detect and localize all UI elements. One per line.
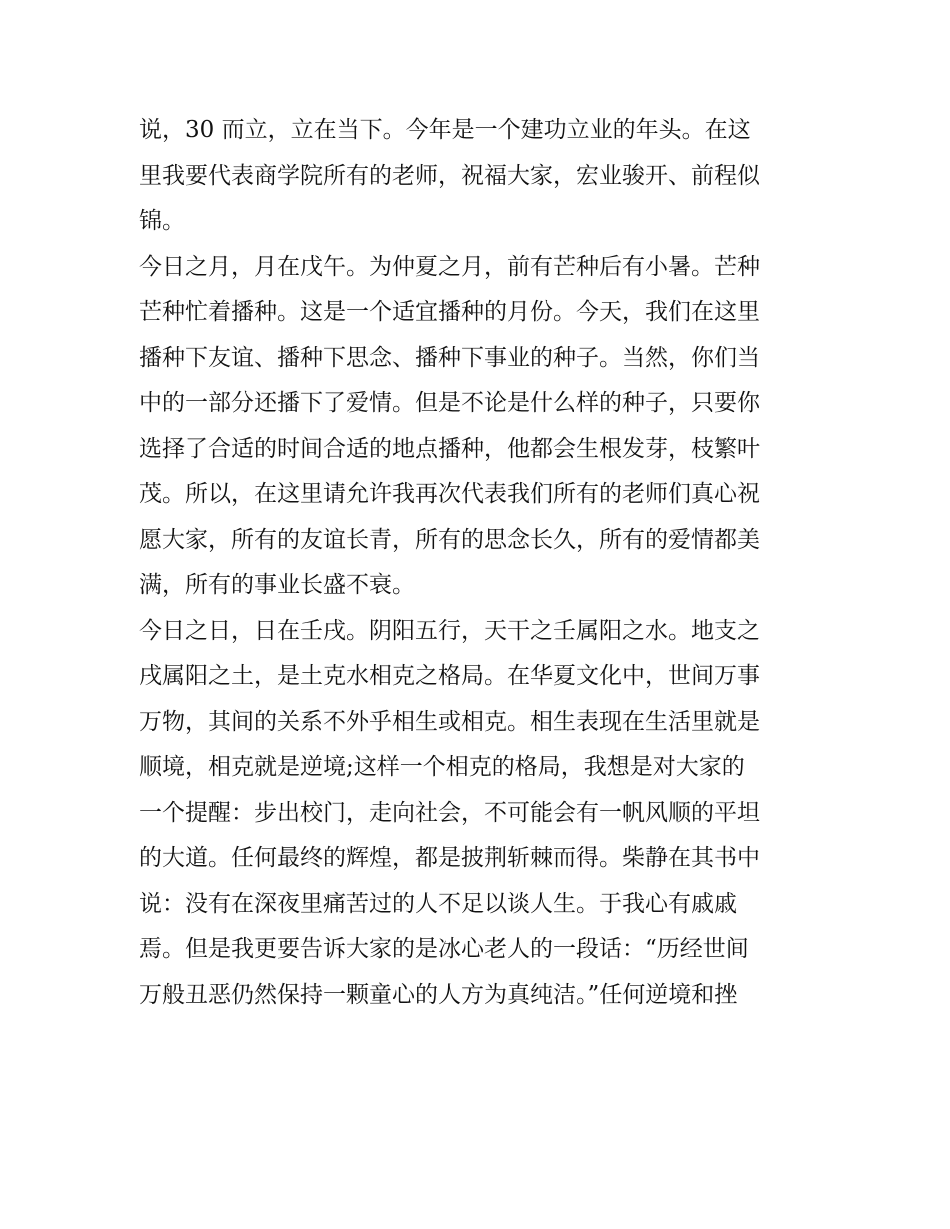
text-line: 今日之日，日在壬戌。阴阳五行，天干之壬属阳之水。地支之 (139, 617, 760, 644)
text-line: 万般丑恶仍然保持一颗童心的人方为真纯洁。”任何逆境和挫 (139, 981, 738, 1008)
text-line: 愿大家，所有的友谊长青，所有的思念长久，所有的爱情都美 (139, 526, 760, 553)
text-line: 顺境，相克就是逆境;这样一个相克的格局，我想是对大家的 (139, 754, 745, 780)
text-line: 的大道。任何最终的辉煌，都是披荆斩棘而得。柴静在其书中 (139, 845, 760, 871)
text-line: 茂。所以，在这里请允许我再次代表我们所有的老师们真心祝 (139, 481, 760, 507)
text-line: 说，30 而立，立在当下。今年是一个建功立业的年头。在这 (139, 117, 751, 143)
text-line: 今日之月，月在戊午。为仲夏之月，前有芒种后有小暑。芒种 (139, 253, 760, 280)
text-line: 播种下友谊、播种下思念、播种下事业的种子。当然，你们当 (139, 344, 760, 371)
text-line: 焉。但是我更要告诉大家的是冰心老人的一段话：“历经世间 (139, 936, 749, 962)
text-line: 一个提醒：步出校门，走向社会，不可能会有一帆风顺的平坦 (139, 799, 760, 826)
text-line: 里我要代表商学院所有的老师，祝福大家，宏业骏开、前程似 (139, 162, 760, 189)
text-line: 万物，其间的关系不外乎相生或相克。相生表现在生活里就是 (139, 708, 760, 735)
text-line: 中的一部分还播下了爱情。但是不论是什么样的种子，只要你 (139, 390, 760, 416)
text-line: 锦。 (139, 208, 185, 234)
body-text (139, 108, 815, 1018)
text-line: 满，所有的事业长盛不衰。 (139, 572, 415, 598)
text-line: 芒种忙着播种。这是一个适宜播种的月份。今天，我们在这里 (139, 299, 760, 325)
text-line: 选择了合适的时间合适的地点播种，他都会生根发芽，枝繁叶 (139, 435, 760, 462)
text-line: 戌属阳之土，是土克水相克之格局。在华夏文化中，世间万事 (139, 663, 760, 689)
text-line: 说：没有在深夜里痛苦过的人不足以谈人生。于我心有戚戚 (139, 890, 737, 917)
